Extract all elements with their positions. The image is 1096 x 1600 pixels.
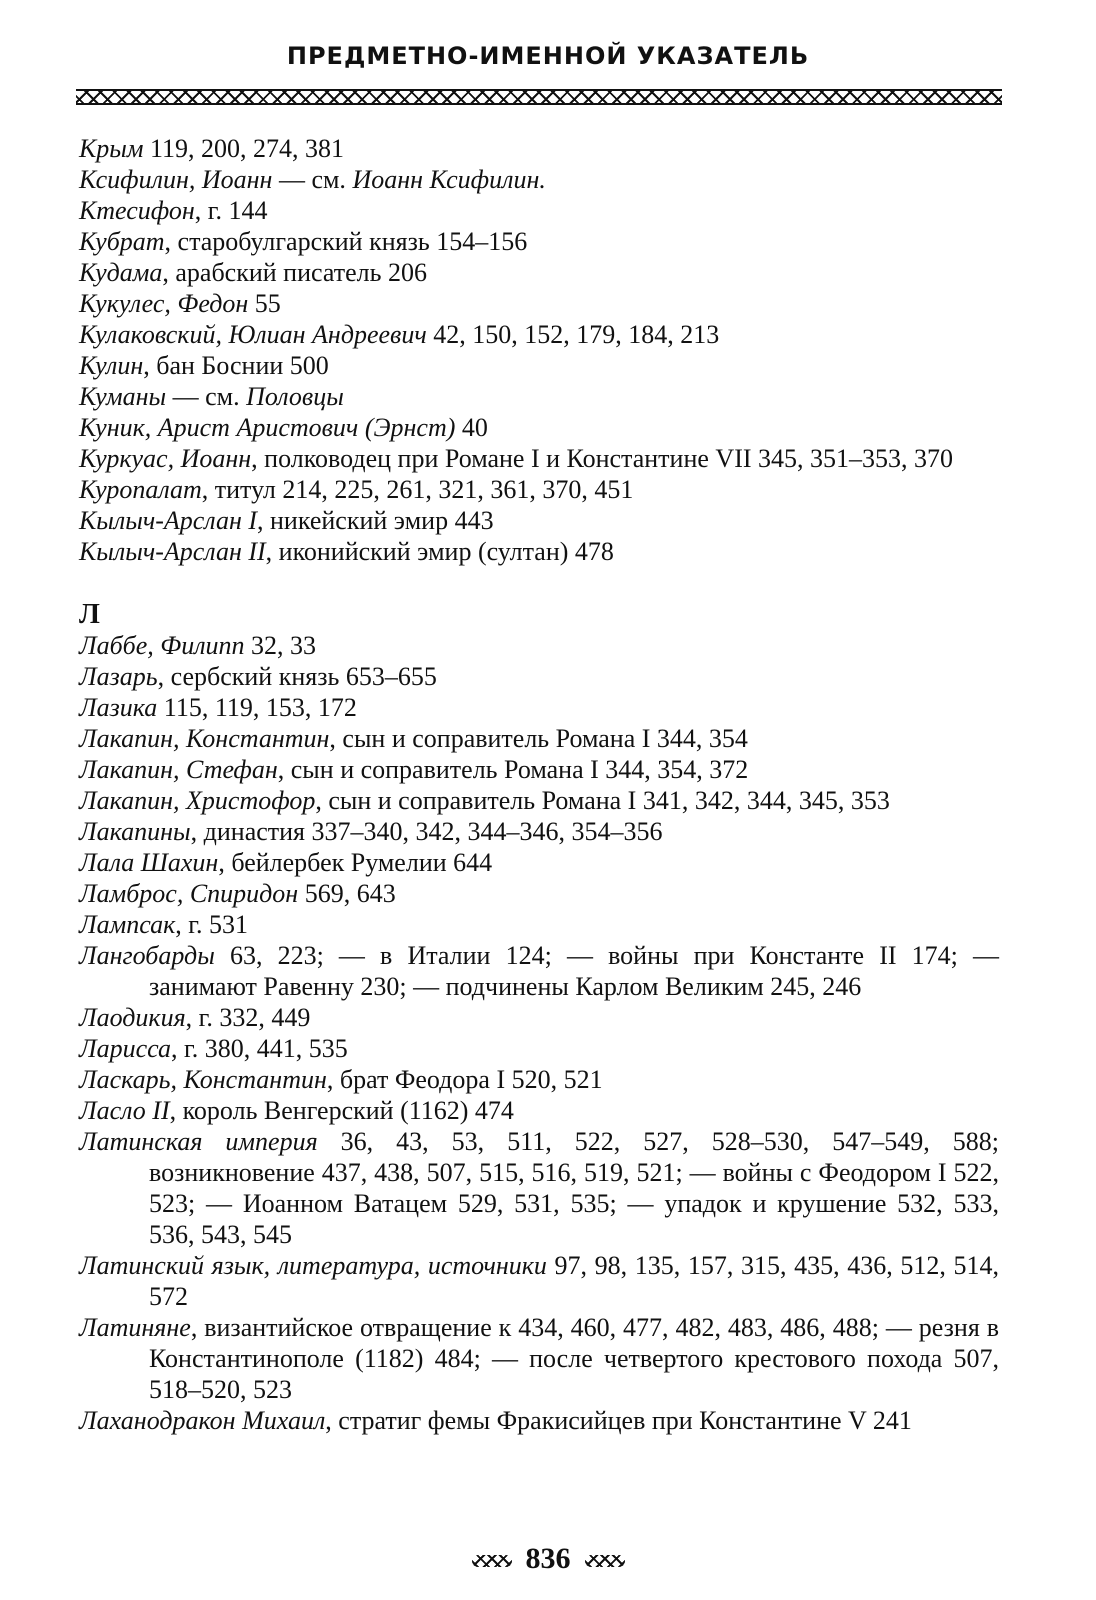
index-refs: 115, 119, 153, 172 (157, 693, 357, 722)
index-term: Латинский язык, литература, источники (79, 1251, 547, 1280)
index-entry (79, 847, 999, 878)
index-entry (79, 1250, 999, 1312)
index-refs: 40 (455, 413, 488, 442)
index-term: Ксифилин, Иоанн (79, 165, 273, 194)
index-refs: , иконийский эмир (султан) 478 (265, 537, 614, 566)
index-refs: , династия 337–340, 342, 344–346, 354–356 (190, 817, 663, 846)
index-refs: , полководец при Романе I и Константине VII 345, 351–353, 370 (251, 444, 954, 473)
index-term: Лазика (79, 693, 158, 722)
index-entries (79, 133, 999, 1436)
index-refs: 119, 200, 274, 381 (143, 134, 345, 163)
index-term: Кудама (79, 258, 163, 287)
index-entry (79, 412, 999, 443)
index-entry (79, 443, 999, 474)
index-refs: 42, 150, 152, 179, 184, 213 (426, 320, 720, 349)
index-refs: — см. (166, 382, 247, 411)
index-term: Кубрат (79, 227, 165, 256)
index-term: Кулаковский, Юлиан Андреевич (79, 320, 427, 349)
page-header-title: ПРЕДМЕТНО-ИМЕННОЙ УКАЗАТЕЛЬ (286, 42, 810, 70)
index-see-term: Половцы (246, 382, 344, 411)
index-entry (79, 661, 999, 692)
index-entry (79, 257, 999, 288)
index-term: Лампсак (79, 910, 176, 939)
index-term: Кулин (79, 351, 144, 380)
index-entry (79, 350, 999, 381)
index-term: Лангобарды (79, 941, 215, 970)
index-term: Куманы (79, 382, 167, 411)
index-term: Лакапин, Константин (79, 724, 330, 753)
index-term: Ларисса (79, 1034, 172, 1063)
index-entry (79, 1033, 999, 1064)
index-term: Лакапин, Христофор (79, 786, 316, 815)
footer-ornament-left (472, 1555, 512, 1567)
index-refs: , титул 214, 225, 261, 321, 361, 370, 451 (201, 475, 634, 504)
index-refs: 36, 43, 53, 511, 522, 527, 528–530, 547–549, 588; возникновение 437, 438, 507, 515, 516, 519, 521; — войны с Феодором I 522, 523; — Иоанном Ватацем 529, 531, 535; — упадок и крушение 532, 533, 536, 543, 545 (149, 1127, 999, 1249)
index-term: Лала Шахин (79, 848, 219, 877)
index-term: Лаханодракон Михаил (79, 1406, 326, 1435)
index-entry (79, 1405, 999, 1436)
index-entry (79, 133, 999, 164)
index-refs: , сербский князь 653–655 (157, 662, 437, 691)
index-entry (79, 226, 999, 257)
index-refs: , сын и соправитель Романа I 344, 354 (329, 724, 748, 753)
index-entry (79, 878, 999, 909)
index-term: Куропалат (79, 475, 202, 504)
index-entry (79, 909, 999, 940)
index-entry (79, 1095, 999, 1126)
index-entry (79, 1312, 999, 1405)
index-entry (79, 816, 999, 847)
index-term: Кылыч-Арслан II (79, 537, 266, 566)
index-refs: — см. (272, 165, 353, 194)
section-letter-l: Л (79, 599, 100, 630)
section-k (79, 133, 999, 567)
index-term: Ктесифон (79, 196, 195, 225)
index-refs: 569, 643 (298, 879, 396, 908)
index-term: Кылыч-Арслан I (79, 506, 258, 535)
index-entry (79, 381, 999, 412)
index-refs: , г. 380, 441, 535 (171, 1034, 348, 1063)
index-term: Лакапин, Стефан (79, 755, 278, 784)
index-refs: , сын и соправитель Романа I 344, 354, 372 (277, 755, 749, 784)
index-entry (79, 1002, 999, 1033)
index-entry (79, 164, 999, 195)
index-refs: 55 (248, 289, 281, 318)
index-term: Ламброс, Спиридон (79, 879, 299, 908)
index-term: Лаббе, Филипп (79, 631, 245, 660)
page-footer (0, 1542, 1096, 1576)
index-see-term: Иоанн Ксифилин. (352, 165, 546, 194)
index-term: Куркуас, Иоанн (79, 444, 252, 473)
index-refs: 97, 98, 135, 157, 315, 435, 436, 512, 514, 572 (149, 1251, 1000, 1311)
index-refs: , г. 332, 449 (185, 1003, 311, 1032)
index-entry (79, 630, 999, 661)
index-refs: , стратиг фемы Фракисийцев при Константине V 241 (325, 1406, 912, 1435)
index-entry (79, 195, 999, 226)
footer-ornament-right (585, 1555, 625, 1567)
index-term: Крым (79, 134, 144, 163)
index-refs: , г. 144 (194, 196, 268, 225)
index-term: Латиняне (79, 1313, 191, 1342)
index-entry (79, 288, 999, 319)
index-entry (79, 319, 999, 350)
index-entry (79, 474, 999, 505)
index-term: Лаодикия (79, 1003, 186, 1032)
index-entry (79, 754, 999, 785)
index-entry (79, 692, 999, 723)
index-term: Куник, Арист Аристович (Эрнст) (79, 413, 456, 442)
index-entry (79, 785, 999, 816)
index-refs: , византийское отвращение к 434, 460, 477, 482, 483, 486, 488; — резня в Константинополе (1182) 484; — после четвертого крестового похода 507, 518–520, 523 (149, 1313, 999, 1404)
index-term: Ласло II (79, 1096, 170, 1125)
index-term: Кукулес, Федон (79, 289, 249, 318)
index-refs: 32, 33 (244, 631, 317, 660)
index-term: Лазарь (79, 662, 158, 691)
index-term: Лакапины (79, 817, 191, 846)
index-refs: 63, 223; — в Италии 124; — войны при Константе II 174; — занимают Равенну 230; — подчинены Карлом Великим 245, 246 (149, 941, 999, 1001)
header-ornament-border (76, 89, 1002, 105)
index-refs: , г. 531 (175, 910, 248, 939)
index-refs: , бан Боснии 500 (143, 351, 329, 380)
index-entry (79, 505, 999, 536)
index-entry (79, 723, 999, 754)
index-refs: , бейлербек Румелии 644 (218, 848, 493, 877)
index-entry (79, 536, 999, 567)
index-refs: , никейский эмир 443 (257, 506, 494, 535)
index-refs: , сын и соправитель Романа I 341, 342, 344, 345, 353 (315, 786, 890, 815)
index-term: Латинская империя (79, 1127, 318, 1156)
index-entry (79, 1126, 999, 1250)
index-entry (79, 1064, 999, 1095)
index-refs: , брат Феодора I 520, 521 (326, 1065, 603, 1094)
index-refs: , арабский писатель 206 (162, 258, 427, 287)
index-entry (79, 940, 999, 1002)
index-refs: , король Венгерский (1162) 474 (169, 1096, 514, 1125)
page-number: 836 (525, 1542, 571, 1575)
index-term: Ласкарь, Константин (79, 1065, 327, 1094)
index-refs: , старобулгарский князь 154–156 (164, 227, 528, 256)
section-l (79, 630, 999, 1436)
